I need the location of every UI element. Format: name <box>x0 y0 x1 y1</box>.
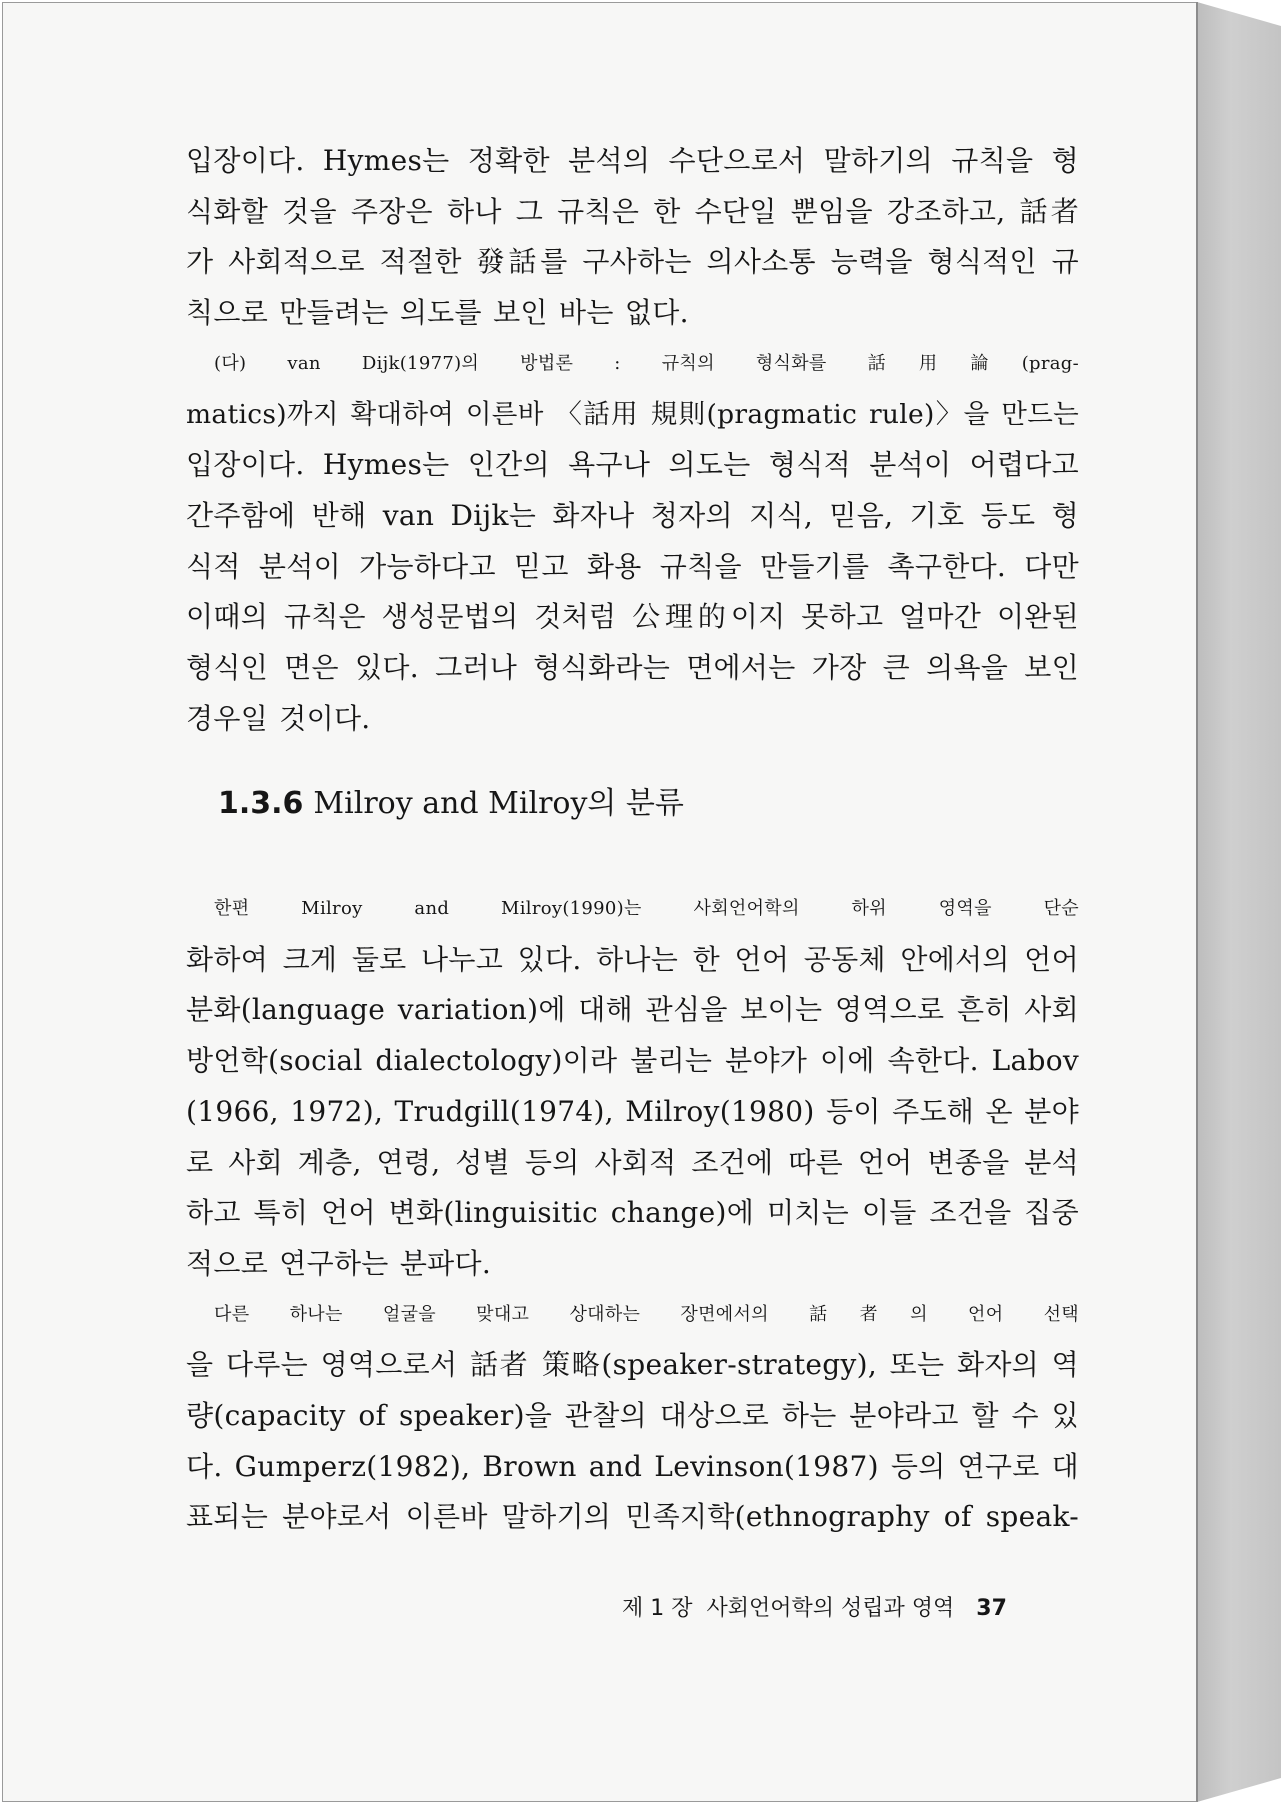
text-line: 로 사회 계층, 연령, 성별 등의 사회적 조건에 따른 언어 변종을 분석 <box>186 1145 1079 1179</box>
text-line: 다른 하나는 얼굴을 맞대고 상대하는 장면에서의 話者의 언어 선택 <box>214 1303 1079 1325</box>
running-footer <box>622 1594 1007 1624</box>
section-heading <box>218 782 684 826</box>
text-line: 이때의 규칙은 생성문법의 것처럼 公理的이지 못하고 얼마간 이완된 <box>186 600 1079 634</box>
text-line: 적으로 연구하는 분파다. <box>186 1246 492 1280</box>
text-line: 하고 특히 언어 변화(linguisitic change)에 미치는 이들 조건을 집중 <box>186 1196 1079 1230</box>
text-line: 식적 분석이 가능하다고 믿고 화용 규칙을 만들기를 촉구한다. 다만 <box>186 549 1079 583</box>
paragraph-block-milroy <box>186 884 1079 1543</box>
body-text-top <box>186 136 1079 744</box>
page-number: 37 <box>976 1596 1007 1621</box>
text-line: 형식인 면은 있다. 그러나 형식화라는 면에서는 가장 큰 의욕을 보인 <box>186 651 1079 685</box>
text-line: 한편 Milroy and Milroy(1990)는 사회언어학의 하위 영역을 단순 <box>214 898 1079 919</box>
page-thickness-edge <box>1197 2 1281 1802</box>
section-title: Milroy and Milroy의 분류 <box>313 786 684 821</box>
footer-chapter: 제 1 장 <box>622 1596 693 1621</box>
text-line: (다) van Dijk(1977)의 방법론 : 규칙의 형식화를 話用論(prag- <box>214 352 1079 374</box>
page-spine-line <box>1196 2 1198 1802</box>
text-line: 입장이다. Hymes는 인간의 욕구나 의도는 형식적 분석이 어렵다고 <box>186 448 1079 482</box>
text-line: 표되는 분야로서 이른바 말하기의 민족지학(ethnography of speak- <box>186 1500 1079 1534</box>
text-line: 분화(language variation)에 대해 관심을 보이는 영역으로 흔히 사회 <box>186 993 1079 1027</box>
text-line: 방언학(social dialectology)이라 불리는 분야가 이에 속한다. Labov <box>186 1044 1079 1078</box>
text-line: 가 사회적으로 적절한 發話를 구사하는 의사소통 능력을 형식적인 규 <box>186 245 1079 279</box>
paragraph-block-van-dijk <box>186 136 1079 744</box>
text-line: (1966, 1972), Trudgill(1974), Milroy(1980) 등이 주도해 온 분야 <box>186 1094 1079 1128</box>
text-line: 량(capacity of speaker)을 관찰의 대상으로 하는 분야라고 할 수 있 <box>186 1399 1079 1433</box>
text-line: 간주함에 반해 van Dijk는 화자나 청자의 지식, 믿음, 기호 등도 형 <box>186 498 1079 532</box>
text-line: 칙으로 만들려는 의도를 보인 바는 없다. <box>186 296 689 330</box>
footer-chapter-title: 사회언어학의 성립과 영역 <box>706 1596 955 1621</box>
text-line: 다. Gumperz(1982), Brown and Levinson(1987) 등의 연구로 대 <box>186 1449 1079 1483</box>
text-line: matics)까지 확대하여 이른바 〈話用 規則(pragmatic rule)〉을 만드는 <box>186 398 1079 430</box>
text-line: 입장이다. Hymes는 정확한 분석의 수단으로서 말하기의 규칙을 형 <box>186 144 1079 177</box>
body-text-bottom <box>186 884 1079 1543</box>
text-line: 을 다루는 영역으로서 話者 策略(speaker-strategy), 또는 화자의 역 <box>186 1348 1079 1382</box>
text-line: 식화할 것을 주장은 하나 그 규칙은 한 수단일 뿐임을 강조하고, 話者 <box>186 194 1079 228</box>
text-line: 화하여 크게 둘로 나누고 있다. 하나는 한 언어 공동체 안에서의 언어 <box>186 942 1079 976</box>
text-line: 경우일 것이다. <box>186 701 371 735</box>
section-number: 1.3.6 <box>218 786 304 821</box>
